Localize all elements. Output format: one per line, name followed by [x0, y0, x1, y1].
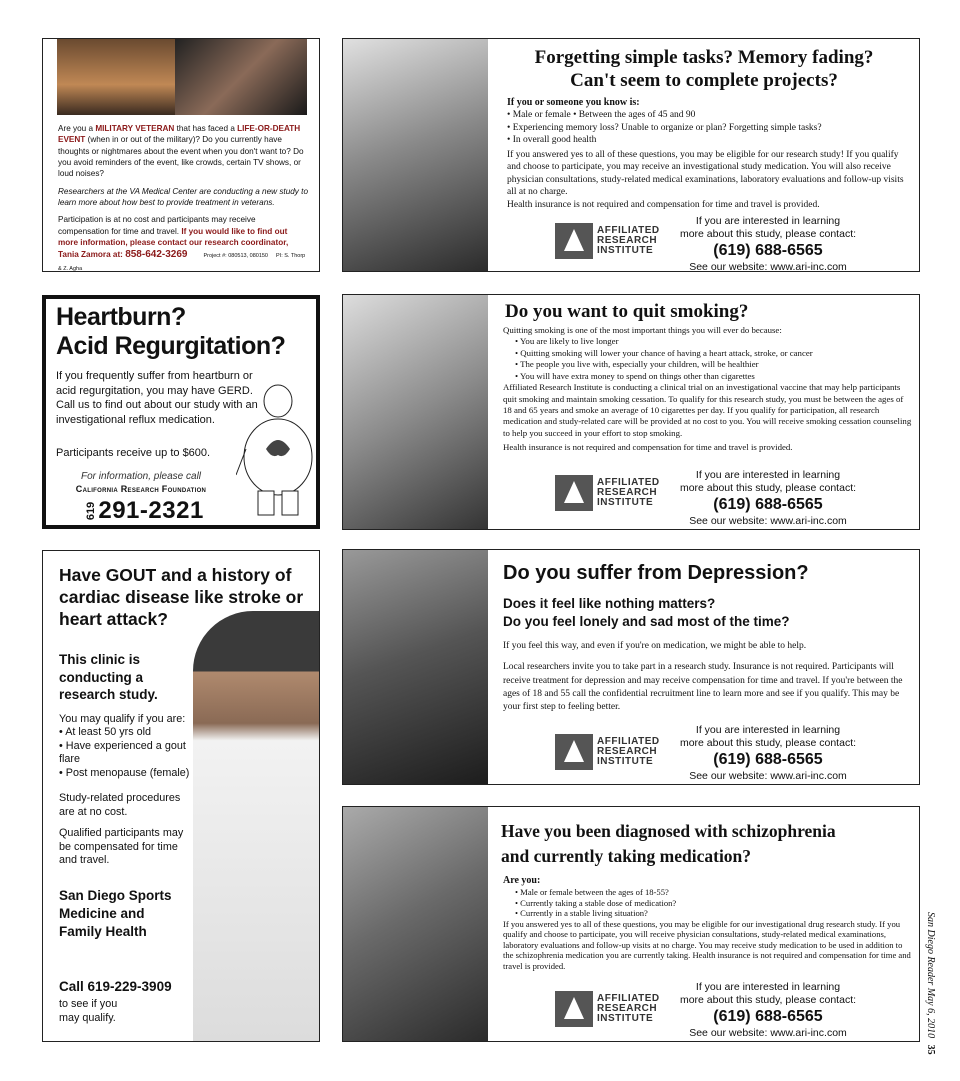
smoking-website[interactable]: See our website: www.ari-inc.com [689, 515, 847, 528]
depression-q2: Do you feel lonely and sad most of the time? [503, 614, 790, 629]
elderly-woman-photo [343, 39, 488, 272]
smoking-bullet: • You are likely to live longer [515, 336, 913, 347]
heartburn-area-code: 619 [85, 501, 98, 521]
schizo-bullet: • Male or female between the ages of 18-55? [515, 887, 913, 897]
ari-logo: AFFILIATED RESEARCH INSTITUTE [555, 475, 660, 511]
memory-lead: If you or someone you know is: [507, 97, 640, 108]
gout-see: to see if you may qualify. [59, 998, 118, 1025]
memory-title-2: Can't seem to complete projects? [570, 69, 838, 91]
depression-p1: If you feel this way, and even if you're on medication, we might be able to help. [503, 641, 807, 651]
memory-phone[interactable]: (619) 688-6565 [713, 242, 823, 260]
smoking-ad [342, 294, 920, 530]
heartburn-ad [42, 295, 320, 529]
doctor-photo [193, 611, 320, 1042]
schizo-body: If you answered yes to all of these questions, you may be eligible for our investigational drug research study. If you qualify and choose to participate, you will receive physician consultations, study-related medical examinations, laboratory evaluations and follow-up visits at no charge. You may receive study medication to be used in addition to the schizophrenia medication you are currently taking. Health insurance is not required and compensation for time and travel is provided. [503, 918, 911, 971]
folio-page: 35 [925, 1044, 936, 1055]
heartburn-title-1: Heartburn? [56, 303, 186, 331]
young-man-photo [343, 807, 488, 1042]
memory-body: If you answered yes to all of these questions, you may be eligible for our research study! If you qualify and choose to participate, you may receive an investigational study medication. You will also receive physician consultations, study-related medical examinations, laboratory evaluations and follow-up visits all at no charge. [507, 149, 904, 198]
gout-ad [42, 550, 320, 1042]
ari-triangle-icon [555, 734, 593, 770]
heartburn-body: If you frequently suffer from heartburn or acid regurgitation, you may have GERD. Call us to find out about our study with an investigational reflux medication. [56, 370, 258, 426]
smoking-bullet: • You will have extra money to spend on things other than cigarettes [515, 371, 913, 382]
folio-text: San Diego Reader May 6, 2010 [925, 912, 936, 1039]
memory-body-2: Health insurance is not required and compensation for time and travel is provided. [507, 199, 820, 210]
gout-org: San Diego Sports Medicine and Family Health [59, 888, 172, 939]
depression-q1: Does it feel like nothing matters? [503, 596, 716, 611]
memory-bullet: • Male or female • Between the ages of 45 and 90 [507, 109, 907, 122]
heartburn-phone[interactable]: 291-2321 [98, 497, 204, 524]
memory-title-1: Forgetting simple tasks? Memory fading? [534, 47, 874, 68]
smoking-bullet: • Quitting smoking will lower your chance of having a heart attack, stroke, or cancer [515, 348, 913, 359]
smoking-bullet: • The people you live with, especially your children, will be healthier [515, 359, 913, 370]
heartburn-info: For information, please call [80, 471, 202, 482]
gout-call[interactable]: Call 619-229-3909 [59, 979, 172, 994]
smoking-contact: If you are interested in learning more about this study, please contact: (619) 688-6565 See our website: www.ari-inc.com [673, 469, 863, 528]
schizo-website[interactable]: See our website: www.ari-inc.com [689, 1027, 847, 1040]
ari-triangle-icon [555, 223, 593, 259]
hands-photo [175, 39, 307, 115]
ari-triangle-icon [555, 475, 593, 511]
gout-sub: This clinic is conducting a research study. [59, 652, 158, 703]
veteran-intro: Are you a MILITARY VETERAN that has faced a LIFE-OR-DEATH EVENT (when in or out of the military)? Do you currently have thoughts or nightmares about the event when you don't want to? Do you avoid reminders of the event, like crowds, certain TV shows, or loud noises? [58, 124, 304, 179]
memory-bullet: • Experiencing memory loss? Unable to organize or plan? Forgetting simple tasks? [507, 122, 907, 135]
ari-logo: AFFILIATED RESEARCH INSTITUTE [555, 734, 660, 770]
sunset-photo [57, 39, 175, 115]
depressed-woman-photo [343, 550, 488, 785]
gout-title: Have GOUT and a history of cardiac disease like stroke or heart attack? [59, 565, 304, 629]
veteran-participation: Participation is at no cost and participants may receive compensation for time and travel. If you would like to find out more information, please contact our research coordinator, Tania Zamora at: 858-642-3269 Project #: 080513, 080150 PI: S. Thorp & Z. Agha [58, 215, 306, 272]
schizo-lead: Are you: [503, 875, 541, 886]
depression-phone[interactable]: (619) 688-6565 [713, 751, 823, 769]
gout-bullet: • Have experienced a gout flare [59, 740, 193, 767]
depression-website[interactable]: See our website: www.ari-inc.com [689, 770, 847, 783]
veteran-ad [42, 38, 320, 272]
cartoon-man-illustration [236, 379, 316, 519]
memory-website[interactable]: See our website: www.ari-inc.com [689, 261, 847, 272]
schizo-contact: If you are interested in learning more about this study, please contact: (619) 688-6565 See our website: www.ari-inc.com [673, 981, 863, 1040]
memory-contact: If you are interested in learning more about this study, please contact: (619) 688-6565 See our website: www.ari-inc.com [673, 215, 863, 272]
schizo-title-2: and currently taking medication? [501, 846, 752, 867]
schizo-phone[interactable]: (619) 688-6565 [713, 1008, 823, 1026]
schizo-title-1: Have you been diagnosed with schizophrenia [501, 821, 836, 841]
ari-triangle-icon [555, 991, 593, 1027]
gout-bullet: • Post menopause (female) [59, 767, 193, 780]
ari-logo: AFFILIATED RESEARCH INSTITUTE [555, 223, 660, 259]
ari-logo: AFFILIATED RESEARCH INSTITUTE [555, 991, 660, 1027]
schizophrenia-ad [342, 806, 920, 1042]
gout-qualify: You may qualify if you are: [59, 713, 186, 725]
heartburn-org: California Research Foundation [75, 484, 207, 494]
gout-bullet: • At least 50 yrs old [59, 726, 193, 739]
heartburn-title-2: Acid Regurgitation? [56, 331, 286, 360]
depression-p2: Local researchers invite you to take part in a research study. Insurance is not required. Participants will receive treatment for depression and may receive compensation for time and travel. If you're between the ages of 18 and 55 call the confidential recruitment line to learn more and see if you qualify. This may be your first step to feeling better. [503, 662, 903, 713]
smoking-lead: Quitting smoking is one of the most important things you will ever do because: [503, 325, 782, 335]
depression-title: Do you suffer from Depression? [503, 562, 809, 584]
smoking-body: Affiliated Research Institute is conducting a clinical trial on an investigational vaccine that may help participants quit smoking and maintain smoking cessation. To qualify for this research study, you must be between the ages of 18 and 65 years and smoke an average of 10 cigarettes per day. If you qualify for participation, all research medication and study-related care will be provided at no cost to you. You will receive smoking cessation counseling to help you succeed in your effort to stop smoking. [503, 382, 912, 438]
heartburn-pay: Participants receive up to $600. [56, 447, 211, 459]
smoking-phone[interactable]: (619) 688-6565 [713, 496, 823, 514]
smoking-body-2: Health insurance is not required and compensation for time and travel is provided. [503, 442, 793, 453]
depression-contact: If you are interested in learning more about this study, please contact: (619) 688-6565 See our website: www.ari-inc.com [673, 724, 863, 783]
memory-bullet: • In overall good health [507, 134, 907, 147]
page-folio [922, 912, 936, 1055]
schizo-bullet: • Currently in a stable living situation? [515, 908, 913, 918]
depression-ad [342, 549, 920, 785]
veteran-study-note: Researchers at the VA Medical Center are conducting a new study to learn more about how best to provide treatment in veterans. [58, 186, 309, 207]
memory-ad [342, 38, 920, 272]
smoking-title: Do you want to quit smoking? [505, 301, 749, 322]
schizo-bullet: • Currently taking a stable dose of medication? [515, 898, 913, 908]
gout-cost: Study-related procedures are at no cost. [59, 792, 181, 818]
woman-smoking-photo [343, 295, 488, 530]
gout-comp: Qualified participants may be compensated for time and travel. [59, 827, 184, 867]
